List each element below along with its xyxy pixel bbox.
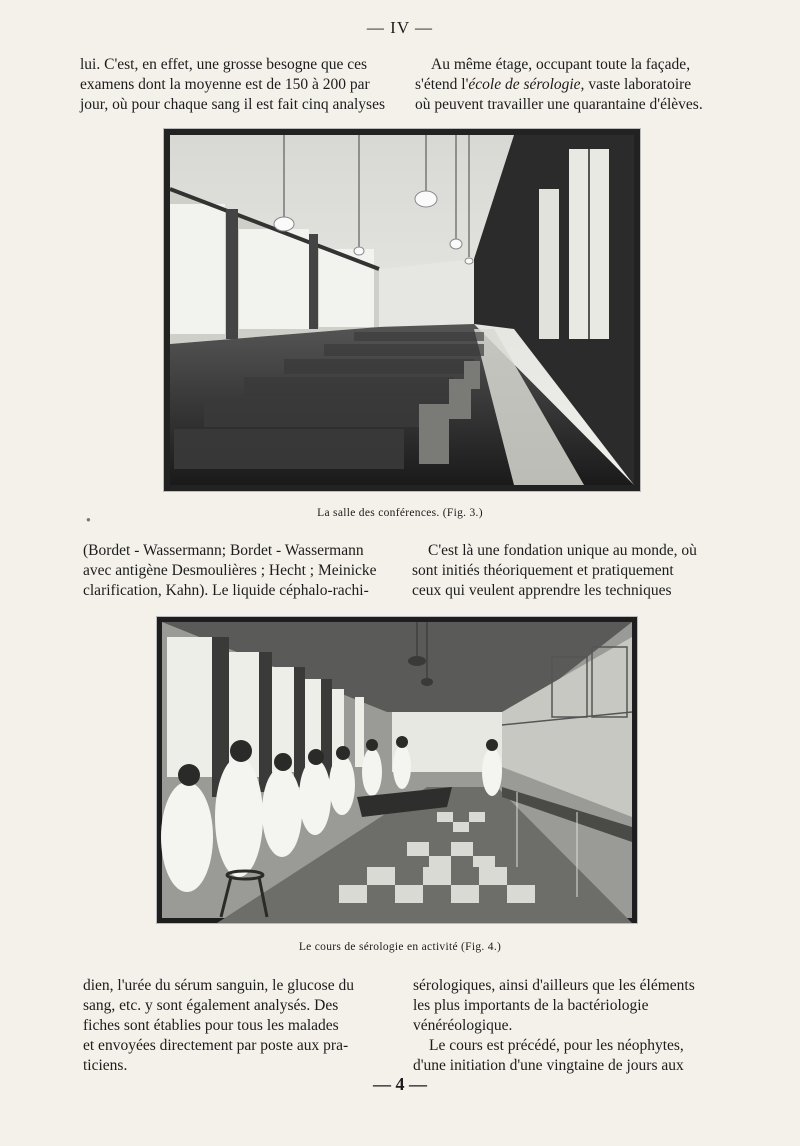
text-line: s'étend l'école de sérologie, vaste laboratoire xyxy=(415,76,692,93)
text-line: sont initiés théoriquement et pratiquement xyxy=(412,562,674,579)
text-line: (Bordet - Wassermann; Bordet - Wassermann xyxy=(83,542,364,559)
text-line: Au même étage, occupant toute la façade, xyxy=(431,56,691,73)
middle-right-column xyxy=(412,541,720,601)
text-line: avec antigène Desmoulières ; Hecht ; Meinicke xyxy=(83,562,377,579)
text-line: clarification, Kahn). Le liquide céphalo-rachi- xyxy=(83,582,369,599)
stray-mark: ● xyxy=(86,515,91,524)
top-right-column xyxy=(415,55,720,115)
text-line: ceux qui veulent apprendre les techniques xyxy=(412,582,672,599)
text-line: examens dont la moyenne est de 150 à 200 par xyxy=(80,76,370,93)
page-header-roman: — IV — xyxy=(366,18,434,37)
page-number: — 4 — xyxy=(373,1074,427,1094)
figure-4-caption: Le cours de sérologie en activité (Fig. 4.) xyxy=(298,941,502,953)
text-line: les plus importants de la bactériologie vénéréologique. xyxy=(413,997,649,1034)
text-line: et envoyées directement par poste aux pra- xyxy=(83,1037,349,1054)
middle-left-column xyxy=(83,541,387,601)
text-line: où peuvent travailler une quarantaine d'élèves. xyxy=(415,96,703,113)
lecture-hall-photo xyxy=(163,128,641,492)
bottom-left-column xyxy=(83,976,386,1076)
text-line: ticiens. xyxy=(83,1057,128,1074)
text-line: C'est là une fondation unique au monde, où xyxy=(428,542,697,559)
text-line: sang, etc. y sont également analysés. Des xyxy=(83,997,339,1014)
text-line: dien, l'urée du sérum sanguin, le glucose du xyxy=(83,977,354,994)
text-line: sérologiques, ainsi d'ailleurs que les éléments xyxy=(413,977,695,994)
text-line: jour, où pour chaque sang il est fait cinq analyses xyxy=(80,96,385,113)
text-line: fiches sont établies pour tous les malades xyxy=(83,1017,339,1034)
text-line: Le cours est précédé, pour les néophytes, xyxy=(429,1037,684,1054)
top-left-column xyxy=(80,55,386,115)
bottom-right-column xyxy=(413,976,720,1076)
figure-3-caption: La salle des conférences. (Fig. 3.) xyxy=(317,507,483,519)
text-line: d'une initiation d'une vingtaine de jours aux xyxy=(413,1057,684,1074)
text-line: lui. C'est, en effet, une grosse besogne que ces xyxy=(80,56,368,73)
serology-course-photo xyxy=(156,616,638,924)
